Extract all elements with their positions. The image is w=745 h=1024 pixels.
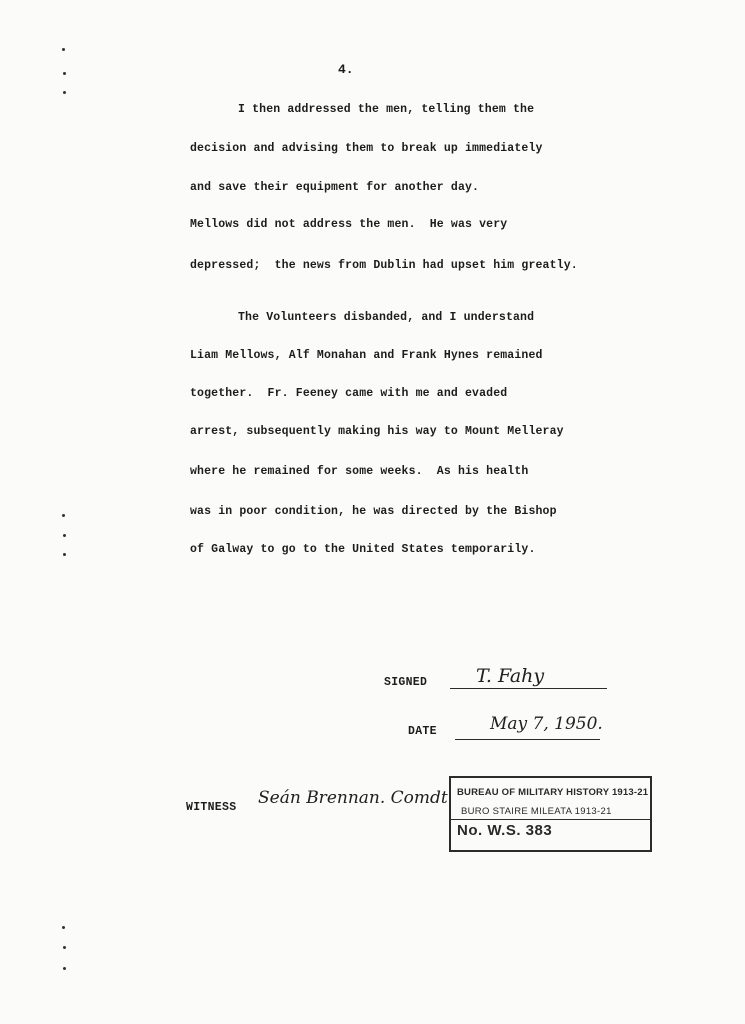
stamp-divider xyxy=(451,819,650,820)
margin-speck xyxy=(63,91,66,94)
signed-label: SIGNED xyxy=(384,676,428,689)
text-line: I then addressed the men, telling them the xyxy=(238,103,535,116)
text-line: Mellows did not address the men. He was very xyxy=(190,218,508,231)
margin-speck xyxy=(63,72,66,75)
text-line: and save their equipment for another day. xyxy=(190,181,480,194)
text-line: arrest, subsequently making his way to Mount Melleray xyxy=(190,425,564,438)
witness-signature: Seán Brennan. Comdt xyxy=(258,788,448,808)
text-line: decision and advising them to break up immediately xyxy=(190,142,543,155)
margin-speck xyxy=(63,946,66,949)
text-line: together. Fr. Feeney came with me and evaded xyxy=(190,387,508,400)
margin-speck xyxy=(62,48,65,51)
archive-stamp xyxy=(449,776,652,852)
text-line: Liam Mellows, Alf Monahan and Frank Hynes remained xyxy=(190,349,543,362)
date-underline xyxy=(455,739,600,740)
text-line: The Volunteers disbanded, and I understand xyxy=(238,311,535,324)
text-line: was in poor condition, he was directed by the Bishop xyxy=(190,505,557,518)
text-line: depressed; the news from Dublin had upset him greatly. xyxy=(190,259,578,272)
stamp-bureau-name: BUREAU OF MILITARY HISTORY 1913-21 xyxy=(457,787,649,798)
text-line: of Galway to go to the United States temporarily. xyxy=(190,543,536,556)
text-line: where he remained for some weeks. As his health xyxy=(190,465,529,478)
stamp-irish-name: BURO STAIRE MILEATA 1913-21 xyxy=(461,806,612,817)
stamp-ws-number: No. W.S. 383 xyxy=(457,822,553,839)
margin-speck xyxy=(63,967,66,970)
witness-label: WITNESS xyxy=(186,801,237,814)
margin-speck xyxy=(62,926,65,929)
date-label: DATE xyxy=(408,725,437,738)
margin-speck xyxy=(63,553,66,556)
signed-signature: T. Fahy xyxy=(476,665,545,687)
date-value: May 7, 1950. xyxy=(490,714,603,734)
signed-underline xyxy=(450,688,607,689)
page-number: 4. xyxy=(338,62,354,77)
margin-speck xyxy=(62,514,65,517)
margin-speck xyxy=(63,534,66,537)
